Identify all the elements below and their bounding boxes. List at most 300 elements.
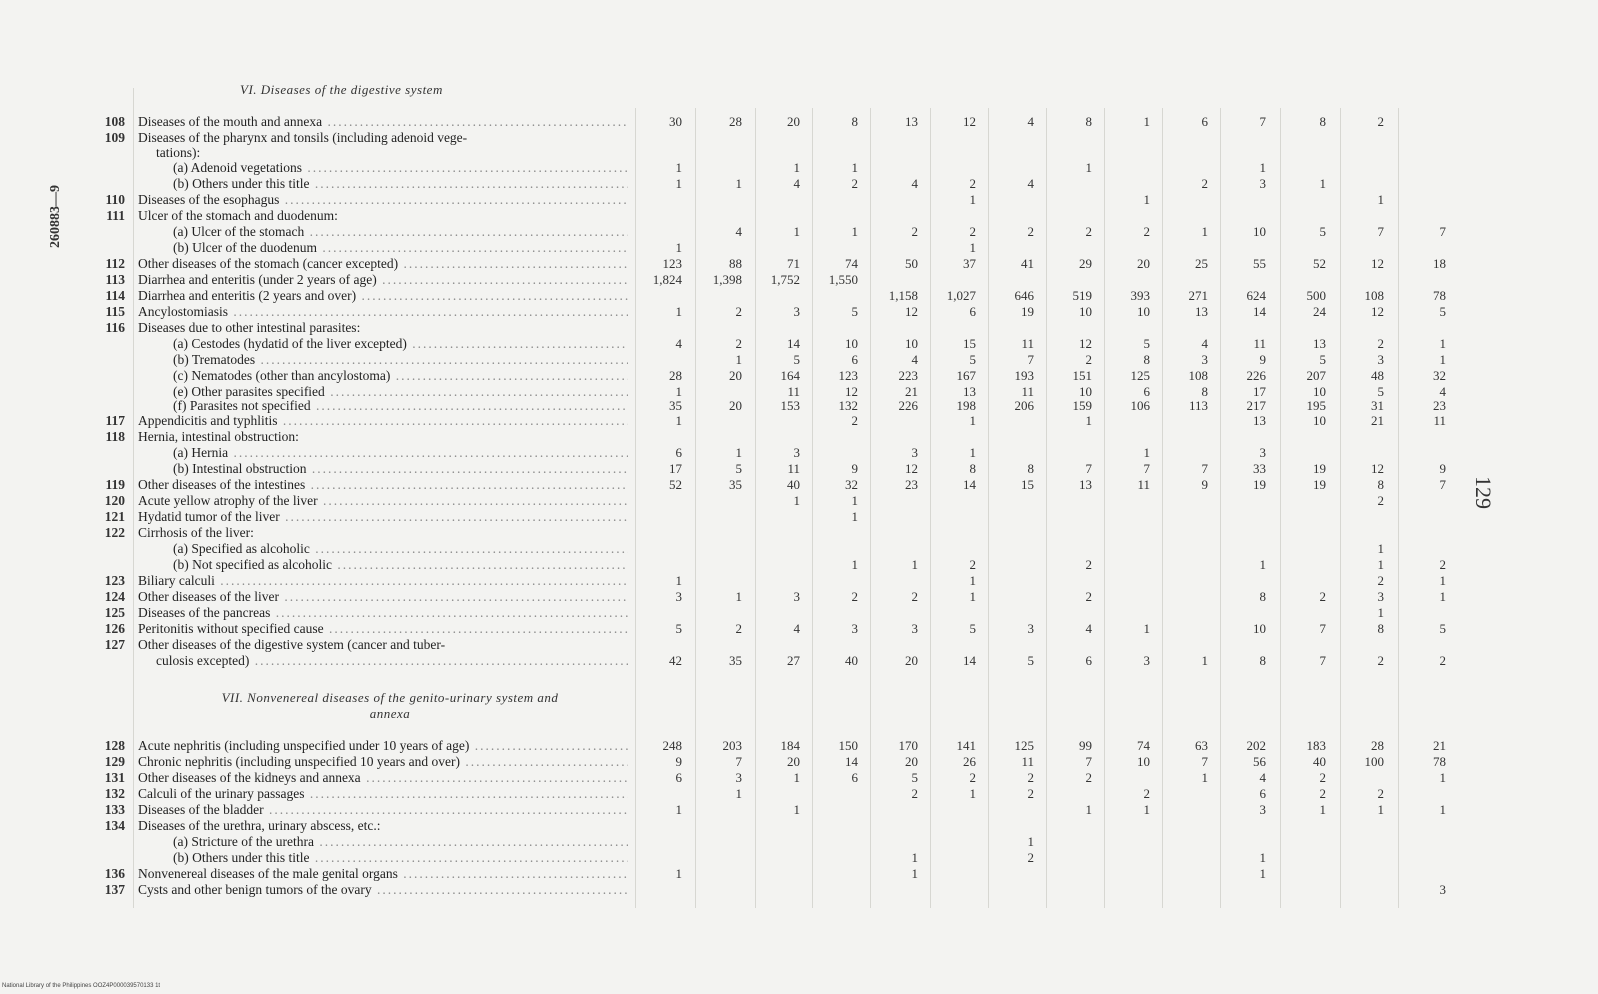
row-label: Acute nephritis (including unspecified under 10 years of age) ..... (138, 738, 628, 754)
table-cell: 25 (1195, 256, 1208, 271)
table-cell: 28 (669, 368, 682, 383)
table-cell: 1 (675, 304, 682, 319)
table-cell: 123 (662, 256, 682, 271)
table-cell: 7 (1143, 461, 1150, 476)
row-label: (a) Hernia ..... (173, 445, 628, 461)
table-cell: 1 (851, 160, 858, 175)
row-label: Diseases of the mouth and annexa ..... (138, 114, 628, 130)
table-cell: 2 (1085, 589, 1092, 604)
table-cell: 1 (1439, 589, 1446, 604)
row-number: 126 (104, 621, 125, 636)
table-cell: 226 (1246, 368, 1266, 383)
table-cell: 74 (845, 256, 858, 271)
table-cell: 5 (969, 352, 976, 367)
table-cell: 1 (675, 802, 682, 817)
table-cell: 4 (675, 336, 682, 351)
table-cell: 4 (1259, 770, 1266, 785)
table-cell: 19 (1313, 477, 1326, 492)
table-cell: 6 (1143, 384, 1150, 399)
table-cell: 1,398 (712, 272, 742, 287)
table-cell: 2 (911, 589, 918, 604)
row-label: Other diseases of the liver ..... (138, 589, 628, 605)
table-cell: 11 (787, 384, 800, 399)
table-cell: 10 (905, 336, 918, 351)
table-cell: 74 (1137, 738, 1150, 753)
table-cell: 5 (675, 621, 682, 636)
table-cell: 2 (735, 336, 742, 351)
table-cell: 41 (1021, 256, 1034, 271)
row-number: 132 (104, 786, 125, 801)
table-cell: 167 (956, 368, 976, 383)
table-cell: 1 (735, 589, 742, 604)
table-cell: 1 (1439, 770, 1446, 785)
table-cell: 15 (1021, 477, 1034, 492)
table-cell: 203 (722, 738, 742, 753)
table-cell: 164 (780, 368, 800, 383)
row-number: 133 (104, 802, 125, 817)
table-cell: 11 (1021, 754, 1034, 769)
row-number: 129 (104, 754, 125, 769)
row-label: Other diseases of the intestines ..... (138, 477, 628, 493)
table-cell: 30 (669, 114, 682, 129)
table-row (0, 605, 1598, 621)
table-cell: 4 (1085, 621, 1092, 636)
table-cell: 13 (1195, 304, 1208, 319)
table-row (0, 130, 1598, 146)
row-label: (c) Nematodes (other than ancylostoma) ..... (173, 368, 628, 384)
table-cell: 8 (1259, 589, 1266, 604)
row-label: Appendicitis and typhlitis ..... (138, 413, 628, 429)
table-row (0, 145, 1598, 161)
row-label: Hernia, intestinal obstruction: (138, 429, 299, 444)
table-cell: 5 (1319, 224, 1326, 239)
table-cell: 1 (1143, 192, 1150, 207)
row-label: Diseases of the pharynx and tonsils (including adenoid vege- (138, 130, 468, 145)
table-cell: 2 (851, 589, 858, 604)
row-label: Other diseases of the digestive system (cancer and tuber- (138, 637, 446, 652)
row-label: Cysts and other benign tumors of the ovary ..... (138, 882, 628, 898)
table-cell: 4 (1201, 336, 1208, 351)
table-cell: 1 (1319, 176, 1326, 191)
row-label: (b) Others under this title ..... (173, 176, 628, 192)
row-number: 137 (104, 882, 125, 897)
table-cell: 1 (851, 224, 858, 239)
table-cell: 1 (793, 802, 800, 817)
table-row (0, 176, 1598, 192)
table-cell: 2 (1377, 653, 1384, 668)
table-cell: 1 (1143, 114, 1150, 129)
table-cell: 17 (669, 461, 682, 476)
table-cell: 9 (675, 754, 682, 769)
row-number: 131 (104, 770, 125, 785)
table-cell: 18 (1433, 256, 1446, 271)
table-cell: 2 (735, 304, 742, 319)
table-cell: 11 (787, 461, 800, 476)
row-number: 120 (104, 493, 125, 508)
table-cell: 35 (669, 398, 682, 413)
row-label: (e) Other parasites specified ..... (173, 384, 628, 400)
table-cell: 2 (1027, 224, 1034, 239)
table-cell: 3 (1377, 352, 1384, 367)
table-cell: 1,550 (828, 272, 858, 287)
table-cell: 10 (1079, 384, 1092, 399)
table-cell: 7 (1439, 477, 1446, 492)
table-cell: 1 (911, 557, 918, 572)
table-cell: 17 (1253, 384, 1266, 399)
table-cell: 5 (793, 352, 800, 367)
table-cell: 1 (1259, 866, 1266, 881)
table-cell: 23 (905, 477, 918, 492)
table-cell: 519 (1072, 288, 1092, 303)
table-cell: 2 (1377, 336, 1384, 351)
table-cell: 2 (1027, 770, 1034, 785)
table-cell: 1 (735, 352, 742, 367)
table-row (0, 557, 1598, 573)
table-cell: 2 (851, 413, 858, 428)
row-label: tations): (156, 145, 201, 160)
table-cell: 1 (851, 509, 858, 524)
table-cell: 78 (1433, 288, 1446, 303)
table-cell: 5 (1027, 653, 1034, 668)
row-number: 123 (104, 573, 125, 588)
table-cell: 125 (1130, 368, 1150, 383)
table-cell: 32 (1433, 368, 1446, 383)
table-cell: 2 (1085, 557, 1092, 572)
table-cell: 10 (1253, 224, 1266, 239)
table-cell: 1 (793, 224, 800, 239)
table-cell: 202 (1246, 738, 1266, 753)
table-row (0, 192, 1598, 208)
table-cell: 28 (1371, 738, 1384, 753)
table-cell: 2 (851, 176, 858, 191)
table-cell: 159 (1072, 398, 1092, 413)
table-cell: 6 (1259, 786, 1266, 801)
table-cell: 4 (1027, 176, 1034, 191)
table-cell: 20 (787, 114, 800, 129)
table-cell: 27 (787, 653, 800, 668)
table-row (0, 637, 1598, 653)
table-cell: 12 (1371, 256, 1384, 271)
table-cell: 88 (729, 256, 742, 271)
row-label: (b) Trematodes ..... (173, 352, 628, 368)
row-number: 118 (105, 429, 125, 444)
page-number: 129 (1471, 476, 1496, 509)
table-cell: 1,027 (946, 288, 976, 303)
table-cell: 12 (1371, 304, 1384, 319)
table-cell: 8 (1377, 621, 1384, 636)
table-cell: 1 (911, 850, 918, 865)
table-cell: 1 (969, 445, 976, 460)
table-cell: 1 (1201, 653, 1208, 668)
table-cell: 33 (1253, 461, 1266, 476)
table-cell: 31 (1371, 398, 1384, 413)
table-cell: 108 (1188, 368, 1208, 383)
table-cell: 125 (1014, 738, 1034, 753)
table-cell: 1,158 (888, 288, 918, 303)
table-cell: 35 (729, 477, 742, 492)
table-cell: 12 (1079, 336, 1092, 351)
table-cell: 10 (1137, 754, 1150, 769)
table-cell: 5 (1439, 621, 1446, 636)
table-cell: 10 (1079, 304, 1092, 319)
table-cell: 8 (1259, 653, 1266, 668)
table-cell: 8 (851, 114, 858, 129)
row-number: 119 (105, 477, 125, 492)
table-row (0, 573, 1598, 589)
table-cell: 14 (963, 653, 976, 668)
table-cell: 2 (969, 770, 976, 785)
table-cell: 153 (780, 398, 800, 413)
table-cell: 2 (1027, 850, 1034, 865)
row-number: 128 (104, 738, 125, 753)
table-cell: 2 (1377, 114, 1384, 129)
table-cell: 6 (675, 770, 682, 785)
row-label: Ancylostomiasis ..... (138, 304, 628, 320)
table-cell: 23 (1433, 398, 1446, 413)
row-label: Biliary calculi ..... (138, 573, 628, 589)
table-cell: 1 (675, 413, 682, 428)
footer-credit: National Library of the Philippines OOZ4P000039570133 1t (2, 983, 161, 989)
table-cell: 1 (1259, 557, 1266, 572)
table-cell: 7 (1027, 352, 1034, 367)
table-row (0, 413, 1598, 429)
table-cell: 206 (1014, 398, 1034, 413)
table-cell: 1 (1439, 573, 1446, 588)
table-row (0, 240, 1598, 256)
row-number: 112 (105, 256, 125, 271)
table-row (0, 224, 1598, 240)
table-cell: 6 (1085, 653, 1092, 668)
table-cell: 13 (905, 114, 918, 129)
table-cell: 78 (1433, 754, 1446, 769)
table-cell: 8 (1201, 384, 1208, 399)
table-cell: 3 (1377, 589, 1384, 604)
table-cell: 2 (1439, 557, 1446, 572)
table-cell: 21 (1433, 738, 1446, 753)
table-cell: 2 (735, 621, 742, 636)
table-cell: 10 (1313, 413, 1326, 428)
table-cell: 2 (1085, 770, 1092, 785)
table-cell: 1 (851, 493, 858, 508)
table-cell: 1 (1439, 352, 1446, 367)
table-cell: 5 (1143, 336, 1150, 351)
table-row (0, 509, 1598, 525)
table-cell: 195 (1306, 398, 1326, 413)
table-cell: 55 (1253, 256, 1266, 271)
table-cell: 7 (1259, 114, 1266, 129)
table-cell: 1 (675, 240, 682, 255)
table-row (0, 525, 1598, 541)
table-cell: 11 (1433, 413, 1446, 428)
table-cell: 2 (1027, 786, 1034, 801)
table-cell: 217 (1246, 398, 1266, 413)
table-cell: 193 (1014, 368, 1034, 383)
table-cell: 5 (1377, 384, 1384, 399)
table-cell: 113 (1188, 398, 1208, 413)
table-cell: 1 (1377, 192, 1384, 207)
table-cell: 7 (1201, 754, 1208, 769)
table-cell: 393 (1130, 288, 1150, 303)
table-cell: 7 (1201, 461, 1208, 476)
row-label: (a) Specified as alcoholic ..... (173, 541, 628, 557)
table-cell: 2 (1143, 224, 1150, 239)
table-cell: 624 (1246, 288, 1266, 303)
table-cell: 1 (1377, 605, 1384, 620)
table-row (0, 320, 1598, 336)
table-cell: 13 (1079, 477, 1092, 492)
table-cell: 37 (963, 256, 976, 271)
row-label: Chronic nephritis (including unspecified 10 years and over) ..... (138, 754, 628, 770)
table-row (0, 541, 1598, 557)
table-row (0, 429, 1598, 445)
table-cell: 21 (1371, 413, 1384, 428)
table-cell: 1 (1143, 621, 1150, 636)
table-cell: 3 (675, 589, 682, 604)
side-margin-code: 260883—9 (48, 185, 63, 248)
table-cell: 223 (898, 368, 918, 383)
table-cell: 32 (845, 477, 858, 492)
table-cell: 1 (1143, 445, 1150, 460)
row-label: Ulcer of the stomach and duodenum: (138, 208, 338, 223)
table-cell: 19 (1021, 304, 1034, 319)
table-cell: 5 (1319, 352, 1326, 367)
table-cell: 10 (1137, 304, 1150, 319)
table-cell: 1 (1027, 834, 1034, 849)
table-cell: 100 (1364, 754, 1384, 769)
table-cell: 1 (1377, 541, 1384, 556)
table-row (0, 818, 1598, 834)
table-cell: 12 (905, 461, 918, 476)
table-row (0, 786, 1598, 802)
row-label: (a) Cestodes (hydatid of the liver excepted) ..... (173, 336, 628, 352)
table-cell: 1 (1085, 802, 1092, 817)
table-cell: 1 (735, 445, 742, 460)
table-cell: 20 (905, 653, 918, 668)
section-title-genito-urinary: VII. Nonvenereal diseases of the genito-urinary system and annexa (221, 690, 559, 721)
table-cell: 3 (911, 445, 918, 460)
table-cell: 63 (1195, 738, 1208, 753)
table-cell: 3 (1027, 621, 1034, 636)
table-cell: 5 (851, 304, 858, 319)
table-cell: 3 (793, 304, 800, 319)
row-label: Hydatid tumor of the liver ..... (138, 509, 628, 525)
row-label: Diseases of the esophagus ..... (138, 192, 628, 208)
table-cell: 1 (675, 160, 682, 175)
table-cell: 1 (793, 770, 800, 785)
table-cell: 1 (793, 493, 800, 508)
table-cell: 3 (851, 621, 858, 636)
table-cell: 1 (1201, 224, 1208, 239)
table-cell: 1 (675, 176, 682, 191)
row-label: (b) Others under this title ..... (173, 850, 628, 866)
row-label: (f) Parasites not specified ..... (173, 398, 628, 414)
table-cell: 11 (1021, 384, 1034, 399)
table-cell: 10 (1313, 384, 1326, 399)
table-cell: 14 (1253, 304, 1266, 319)
table-row (0, 493, 1598, 509)
table-row (0, 866, 1598, 882)
table-cell: 2 (1201, 176, 1208, 191)
row-label: Cirrhosis of the liver: (138, 525, 254, 540)
table-cell: 5 (969, 621, 976, 636)
table-row (0, 653, 1598, 669)
table-cell: 24 (1313, 304, 1326, 319)
table-row (0, 398, 1598, 414)
table-cell: 226 (898, 398, 918, 413)
table-cell: 20 (729, 368, 742, 383)
table-cell: 3 (793, 445, 800, 460)
table-cell: 5 (1439, 304, 1446, 319)
row-number: 136 (104, 866, 125, 881)
table-cell: 1 (1319, 802, 1326, 817)
table-cell: 1 (1085, 160, 1092, 175)
table-row (0, 288, 1598, 304)
table-cell: 19 (1313, 461, 1326, 476)
table-cell: 2 (1439, 653, 1446, 668)
table-cell: 183 (1306, 738, 1326, 753)
table-row (0, 304, 1598, 320)
table-cell: 8 (1377, 477, 1384, 492)
section-title-digestive: VI. Diseases of the digestive system (240, 82, 443, 97)
table-cell: 7 (1319, 621, 1326, 636)
table-row (0, 621, 1598, 637)
row-label: Diseases of the bladder ..... (138, 802, 628, 818)
table-cell: 1 (1201, 770, 1208, 785)
table-cell: 7 (1439, 224, 1446, 239)
table-cell: 14 (845, 754, 858, 769)
table-cell: 3 (1259, 176, 1266, 191)
table-cell: 42 (669, 653, 682, 668)
table-cell: 198 (956, 398, 976, 413)
table-cell: 12 (845, 384, 858, 399)
row-label: Calculi of the urinary passages ..... (138, 786, 628, 802)
table-cell: 48 (1371, 368, 1384, 383)
table-cell: 2 (1377, 786, 1384, 801)
table-cell: 1 (969, 589, 976, 604)
table-cell: 6 (1201, 114, 1208, 129)
row-label: Diseases of the pancreas ..... (138, 605, 628, 621)
table-cell: 4 (911, 352, 918, 367)
row-label: (a) Stricture of the urethra ..... (173, 834, 628, 850)
table-cell: 1 (851, 557, 858, 572)
table-cell: 2 (911, 786, 918, 801)
table-cell: 248 (662, 738, 682, 753)
row-label: (a) Adenoid vegetations ..... (173, 160, 628, 176)
row-number: 115 (105, 304, 125, 319)
table-row (0, 352, 1598, 368)
table-cell: 5 (735, 461, 742, 476)
table-cell: 11 (1021, 336, 1034, 351)
table-cell: 4 (1027, 114, 1034, 129)
table-cell: 40 (1313, 754, 1326, 769)
table-cell: 151 (1072, 368, 1092, 383)
table-cell: 170 (898, 738, 918, 753)
table-cell: 10 (1253, 621, 1266, 636)
row-label: Diseases of the urethra, urinary abscess, etc.: (138, 818, 381, 833)
table-row (0, 368, 1598, 384)
table-cell: 3 (1259, 445, 1266, 460)
table-cell: 3 (1259, 802, 1266, 817)
table-row (0, 738, 1598, 754)
table-cell: 20 (1137, 256, 1150, 271)
table-cell: 108 (1364, 288, 1384, 303)
table-cell: 1 (911, 866, 918, 881)
row-number: 122 (104, 525, 125, 540)
table-row (0, 477, 1598, 493)
table-cell: 1 (1439, 336, 1446, 351)
table-cell: 12 (905, 304, 918, 319)
row-number: 108 (104, 114, 125, 129)
